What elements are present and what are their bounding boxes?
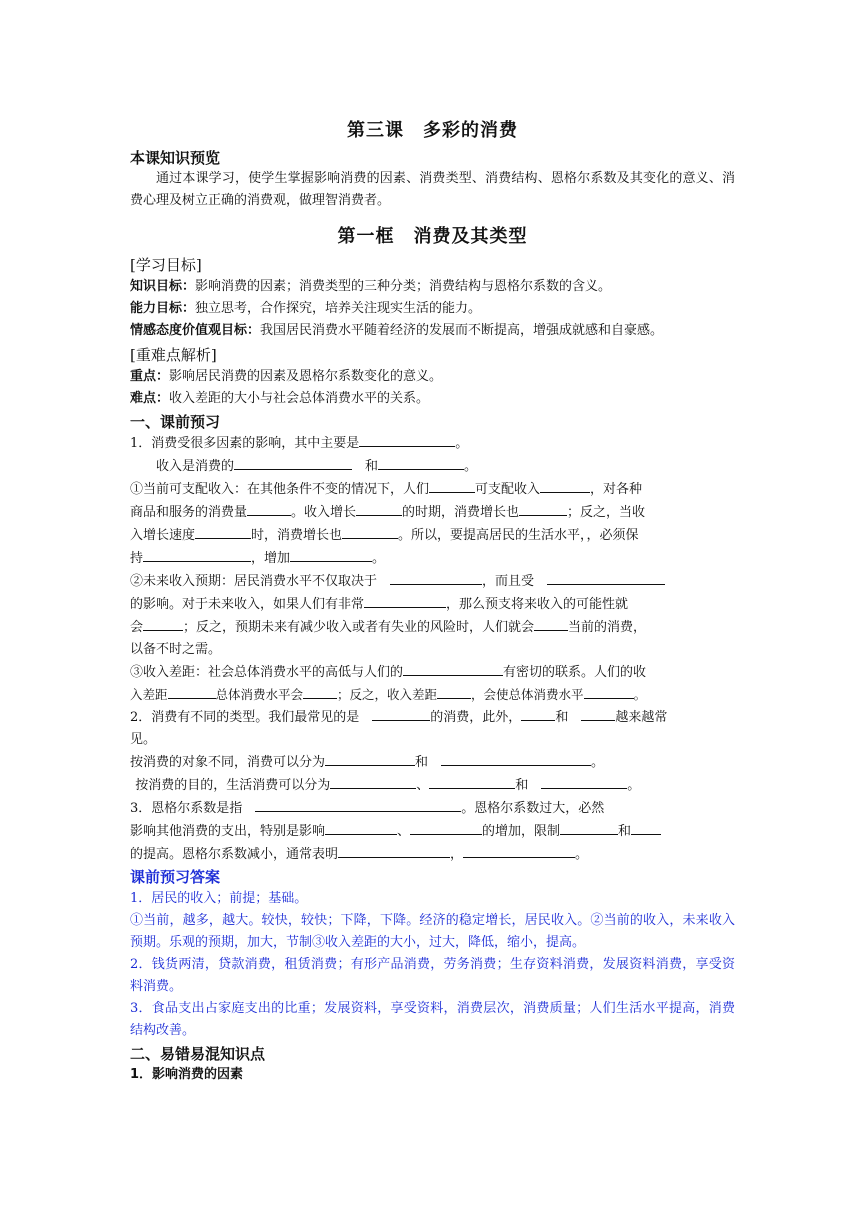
goal-knowledge-text: 影响消费的因素；消费类型的三种分类；消费结构与恩格尔系数的含义。 bbox=[195, 279, 612, 294]
goal-ability-label: 能力目标： bbox=[130, 301, 196, 316]
q3-text: 的增加，限制 bbox=[482, 824, 561, 839]
q1-text: 入差距 bbox=[130, 687, 168, 702]
q1-text: 收入是消费的 bbox=[156, 459, 235, 474]
blank[interactable] bbox=[247, 501, 291, 516]
q2-line-a bbox=[130, 706, 735, 729]
q3-line-b bbox=[130, 820, 735, 843]
q1-text: 。 bbox=[464, 459, 478, 474]
q3-line-c bbox=[130, 843, 735, 866]
q1-text: ，对各种 bbox=[590, 482, 643, 497]
blank[interactable] bbox=[584, 684, 634, 699]
section2-item1: 1．影响消费的因素 bbox=[130, 1067, 244, 1082]
q2-text: 和 bbox=[415, 755, 429, 770]
section2-heading: 二、易错易混知识点 bbox=[130, 1045, 266, 1063]
q1-text: ①当前可支配收入：在其他条件不变的情况下，人们 bbox=[130, 482, 430, 497]
blank[interactable] bbox=[429, 774, 515, 789]
blank[interactable] bbox=[143, 547, 251, 562]
q1-text: 有密切的联系。人们的收 bbox=[503, 665, 647, 680]
difficult-label: 难点： bbox=[130, 391, 170, 406]
blank[interactable] bbox=[631, 820, 661, 835]
q1-text: ；反之，预期未来有减少收入或者有失业的风险时，人们就会 bbox=[183, 620, 535, 635]
blank[interactable] bbox=[372, 706, 430, 721]
blank[interactable] bbox=[390, 570, 482, 585]
blank[interactable] bbox=[403, 661, 503, 676]
blank[interactable] bbox=[195, 524, 251, 539]
blank[interactable] bbox=[519, 501, 567, 516]
q1-text: 当前的消费， bbox=[568, 620, 647, 635]
blank[interactable] bbox=[581, 706, 615, 721]
q3-text: 。恩格尔系数过大，必然 bbox=[461, 801, 605, 816]
q1-text: 会 bbox=[130, 620, 144, 635]
q2-text: 的消费，此外， bbox=[430, 710, 522, 725]
q1-text: 总体消费水平会 bbox=[215, 687, 304, 702]
q1-text: 时，消费增长也 bbox=[251, 528, 343, 543]
difficult-point bbox=[130, 388, 735, 410]
q3-text: 的提高。恩格尔系数减小，通常表明 bbox=[130, 847, 339, 862]
blank[interactable] bbox=[338, 843, 450, 858]
q1-text: 。 bbox=[633, 687, 647, 702]
q1-text: ；反之，当收 bbox=[567, 505, 646, 520]
q1-line-i bbox=[130, 616, 735, 639]
goal-ability bbox=[130, 298, 735, 320]
q1-text: ；反之，收入差距 bbox=[337, 687, 438, 702]
goal-knowledge bbox=[130, 276, 735, 298]
q3-text: 。 bbox=[575, 847, 589, 862]
q1-line-e bbox=[130, 524, 735, 547]
q1-text: ，那么预支将来收入的可能性就 bbox=[446, 597, 629, 612]
difficult-text: 收入差距的大小与社会总体消费水平的关系。 bbox=[169, 391, 430, 406]
q2-text: 越来越常 bbox=[615, 710, 668, 725]
q1-line-l bbox=[130, 684, 735, 706]
q1-line-f bbox=[130, 547, 735, 570]
section1-heading: 一、课前预习 bbox=[130, 413, 221, 431]
preview-heading: 本课知识预览 bbox=[130, 149, 221, 167]
q1-text: ③收入差距：社会总体消费水平的高低与人们的 bbox=[130, 665, 404, 680]
q2-text: 和 bbox=[515, 778, 529, 793]
q1-line-j: 以备不时之需。 bbox=[130, 642, 222, 657]
preview-text: 通过本课学习，使学生掌握影响消费的因素、消费类型、消费结构、恩格尔系数及其变化的意义、消费心理及树立正确的消费观，做理智消费者。 bbox=[130, 171, 735, 208]
q3-line-a bbox=[130, 797, 735, 820]
q1-text: 的影响。对于未来收入，如果人们有非常 bbox=[130, 597, 365, 612]
q3-text: ， bbox=[450, 847, 464, 862]
q1-text: ，而且受 bbox=[482, 574, 535, 589]
goal-ability-text: 独立思考，合作探究，培养关注现实生活的能力。 bbox=[195, 301, 482, 316]
answers-heading: 课前预习答案 bbox=[130, 868, 221, 886]
blank[interactable] bbox=[330, 774, 416, 789]
q1-text: 。收入增长 bbox=[291, 505, 357, 520]
blank[interactable] bbox=[437, 684, 471, 699]
blank[interactable] bbox=[364, 593, 446, 608]
q1-text: 。 bbox=[455, 436, 469, 451]
q1-line-a bbox=[130, 432, 735, 455]
blank[interactable] bbox=[325, 751, 415, 766]
blank[interactable] bbox=[534, 616, 568, 631]
blank[interactable] bbox=[378, 455, 464, 470]
lesson-title: 第三课 多彩的消费 bbox=[347, 120, 518, 141]
q3-text: 3．恩格尔系数是指 bbox=[130, 801, 243, 816]
q2-text: 按消费的目的，生活消费可以分为 bbox=[135, 778, 331, 793]
q1-text: ②未来收入预期：居民消费水平不仅取决于 bbox=[130, 574, 378, 589]
answer-1: 1．居民的收入；前提；基础。 bbox=[130, 891, 308, 906]
blank[interactable] bbox=[168, 684, 216, 699]
blank[interactable] bbox=[255, 797, 461, 812]
q1-line-b bbox=[130, 455, 735, 478]
goals-heading: [学习目标] bbox=[130, 256, 202, 274]
q3-text: 影响其他消费的支出，特别是影响 bbox=[130, 824, 326, 839]
q2-line-d bbox=[130, 774, 735, 797]
q2-text: 。 bbox=[627, 778, 641, 793]
q2-text: 按消费的对象不同，消费可以分为 bbox=[130, 755, 326, 770]
q1-text: 1．消费受很多因素的影响，其中主要是 bbox=[130, 436, 360, 451]
blank[interactable] bbox=[303, 684, 337, 699]
key-point bbox=[130, 366, 735, 388]
q2-text: 、 bbox=[416, 778, 430, 793]
answer-1b: ①当前，越多，越大。较快，较快；下降，下降。经济的稳定增长，居民收入。②当前的收入，未来收入预期。乐观的预期，加大，节制③收入差距的大小，过大，降低，缩小，提高。 bbox=[130, 913, 735, 950]
goal-emotion bbox=[130, 320, 735, 342]
blank[interactable] bbox=[541, 774, 627, 789]
q2-line-c bbox=[130, 751, 735, 774]
blank[interactable] bbox=[143, 616, 183, 631]
blank[interactable] bbox=[356, 501, 402, 516]
blank[interactable] bbox=[540, 478, 590, 493]
key-label: 重点： bbox=[130, 369, 170, 384]
q3-text: 和 bbox=[618, 824, 632, 839]
q1-text: 。 bbox=[372, 551, 386, 566]
blank[interactable] bbox=[463, 843, 575, 858]
q2-line-b: 见。 bbox=[130, 732, 157, 747]
answer-3: 3．食品支出占家庭支出的比重；发展资料，享受资料，消费层次，消费质量；人们生活水平提高，消费结构改善。 bbox=[130, 1001, 735, 1038]
q1-line-g bbox=[130, 570, 735, 593]
goal-emotion-text: 我国居民消费水平随着经济的发展而不断提高，增强成就感和自豪感。 bbox=[260, 323, 664, 338]
q1-text: ，会使总体消费水平 bbox=[471, 687, 584, 702]
goal-emotion-label: 情感态度价值观目标： bbox=[130, 323, 261, 338]
blank[interactable] bbox=[547, 570, 665, 585]
blank[interactable] bbox=[342, 524, 398, 539]
q1-text: 和 bbox=[365, 459, 379, 474]
q1-text: 可支配收入 bbox=[475, 482, 541, 497]
q1-line-k bbox=[130, 661, 735, 684]
q1-text: 的时期，消费增长也 bbox=[402, 505, 520, 520]
q1-text: 入增长速度 bbox=[130, 528, 196, 543]
blank[interactable] bbox=[325, 820, 397, 835]
q2-text: 2．消费有不同的类型。我们最常见的是 bbox=[130, 710, 360, 725]
blank[interactable] bbox=[410, 820, 482, 835]
answer-2: 2．钱货两清，贷款消费，租赁消费；有形产品消费，劳务消费；生存资料消费，发展资料消费，享受资料消费。 bbox=[130, 957, 735, 994]
blank[interactable] bbox=[441, 751, 591, 766]
q3-text: 、 bbox=[397, 824, 411, 839]
blank[interactable] bbox=[429, 478, 475, 493]
key-text: 影响居民消费的因素及恩格尔系数变化的意义。 bbox=[169, 369, 443, 384]
q1-line-c bbox=[130, 478, 735, 501]
q1-text: 持 bbox=[130, 551, 144, 566]
q1-text: ，增加 bbox=[251, 551, 291, 566]
key-heading: [重难点解析] bbox=[130, 346, 217, 364]
blank[interactable] bbox=[290, 547, 372, 562]
q1-text: 商品和服务的消费量 bbox=[130, 505, 248, 520]
blank[interactable] bbox=[234, 455, 352, 470]
blank[interactable] bbox=[359, 432, 455, 447]
q2-text: 和 bbox=[555, 710, 569, 725]
blank[interactable] bbox=[560, 820, 618, 835]
q2-text: 。 bbox=[591, 755, 605, 770]
section-subtitle: 第一框 消费及其类型 bbox=[337, 226, 528, 247]
document-page bbox=[130, 110, 735, 1086]
q1-line-d bbox=[130, 501, 735, 524]
blank[interactable] bbox=[521, 706, 555, 721]
q1-text: 。所以，要提高居民的生活水平，，必须保 bbox=[398, 528, 639, 543]
q1-line-h bbox=[130, 593, 735, 616]
goal-knowledge-label: 知识目标： bbox=[130, 279, 196, 294]
